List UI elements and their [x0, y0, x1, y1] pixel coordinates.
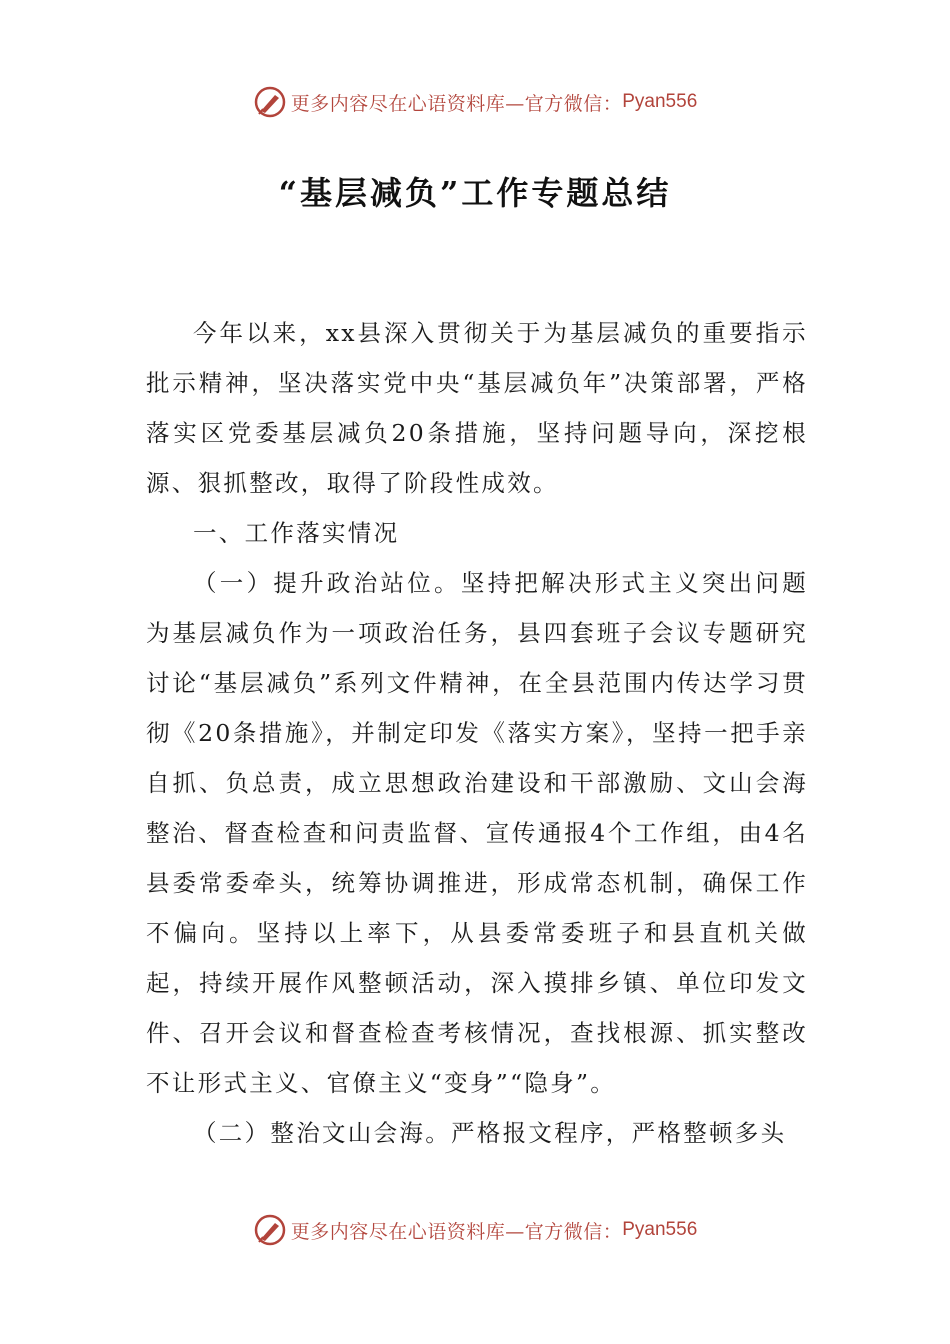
pen-stamp-icon — [253, 85, 287, 119]
watermark-text: 更多内容尽在心语资料库—官方微信： — [290, 92, 623, 115]
watermark-text: 更多内容尽在心语资料库—官方微信： — [290, 1220, 623, 1243]
paragraph-section-1: （一）提升政治站位。坚持把解决形式主义突出问题为基层减负作为一项政治任务，县四套班子会议专题研究讨论“基层减负”系列文件精神，在全县范围内传达学习贯彻《20条措施》，并制定印发《落实方案》，坚持一把手亲自抓、负总责，成立思想政治建设和干部激励、文山会海整治、督查检查和问责监督、宣传通报4个工作组，由4名县委常委牵头，统筹协调推进，形成常态机制，确保工作不偏向。坚持以上率下，从县委常委班子和县直机关做起，持续开展作风整顿活动，深入摸排乡镇、单位印发文件、召开会议和督查检查考核情况，查找根源、抓实整改不让形式主义、官僚主义“变身”“隐身”。 — [146, 569, 808, 1097]
pen-stamp-icon — [253, 1213, 287, 1247]
document-body — [146, 308, 808, 1158]
paragraph-intro: 今年以来，xx县深入贯彻关于为基层减负的重要指示批示精神，坚决落实党中央“基层减负年”决策部署，严格落实区党委基层减负20条措施，坚持问题导向，深挖根源、狠抓整改，取得了阶段性成效。 — [146, 319, 808, 497]
watermark-wechat-id: Pyan556 — [622, 91, 698, 112]
watermark-top — [0, 82, 950, 122]
document-title: “基层减负”工作专题总结 — [278, 174, 672, 212]
watermark-bottom — [0, 1210, 950, 1250]
paragraph-section-2: （二）整治文山会海。严格报文程序，严格整顿多头 — [193, 1119, 787, 1147]
section-heading: 一、工作落实情况 — [193, 519, 400, 547]
watermark-wechat-id: Pyan556 — [622, 1219, 698, 1240]
